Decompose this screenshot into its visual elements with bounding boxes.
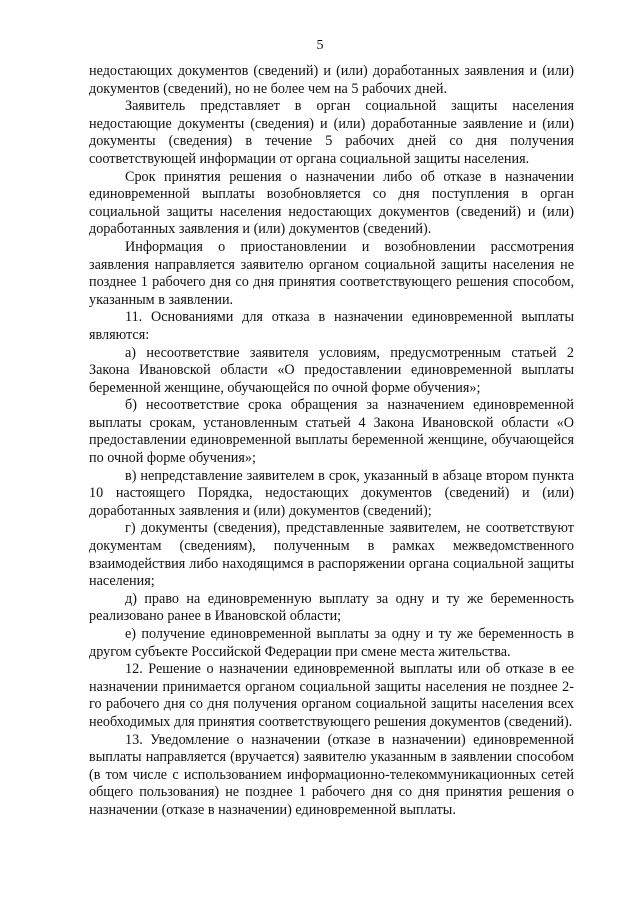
paragraph-item-12: 12. Решение о назначении единовременной выплаты или об отказе в ее назначении принимается органом социальной защиты населения не позднее 2-го рабочего дня со дня получения органом социальной защиты населения всех необходимых для принятия соответствующего решения документов (сведений). — [89, 661, 574, 730]
paragraph-item-11-g: г) документы (сведения), представленные заявителем, не соответствуют документам (сведениям), полученным в рамках межведомственного взаимодействия либо находящимся в распоряжении органа социальной защиты населения; — [89, 520, 574, 590]
document-body — [89, 63, 574, 820]
paragraph-item-11-d: д) право на единовременную выплату за одну и ту же беременность реализовано ранее в Ивановской области; — [89, 590, 574, 625]
paragraph-continuation: недостающих документов (сведений) и (или) доработанных заявления и (или) документов (сведений), но не более чем на 5 рабочих дней. — [89, 63, 574, 97]
paragraph-item-11: 11. Основаниями для отказа в назначении единовременной выплаты являются: — [89, 309, 574, 343]
paragraph-suspension-info: Информация о приостановлении и возобновлении рассмотрения заявления направляется заявителю органом социальной защиты населения не позднее 1 рабочего дня со дня принятия соответствующего решения способом, указанным в заявлении. — [89, 238, 574, 308]
paragraph-applicant-submits: Заявитель представляет в орган социальной защиты населения недостающие документы (сведения) и (или) доработанные заявление и (или) документы (сведения) в течение 5 рабочих дней со дня получения соответствующей информации от органа социальной защиты населения. — [89, 98, 574, 167]
page-number: 5 — [316, 38, 324, 53]
paragraph-decision-term: Срок принятия решения о назначении либо об отказе в назначении единовременной выплаты возобновляется со дня поступления в орган социальной защиты населения недостающих документов (сведений) и (или) доработанных заявления и (или) документов (сведений). — [89, 168, 574, 238]
paragraph-item-11-v: в) непредставление заявителем в срок, указанный в абзаце втором пункта 10 настоящего Порядка, недостающих документов (сведений) и (или) доработанных заявления и (или) документов (сведений); — [89, 467, 574, 519]
paragraph-item-11-b: б) несоответствие срока обращения за назначением единовременной выплаты срокам, установленным статьей 4 Закона Ивановской области «О предоставлении единовременной выплаты беременной женщине, обучающейся по очной форме обучения»; — [89, 397, 574, 467]
paragraph-item-11-a: а) несоответствие заявителя условиям, предусмотренным статьей 2 Закона Ивановской области «О предоставлении единовременной выплаты беременной женщине, обучающейся по очной форме обучения»; — [89, 344, 574, 396]
paragraph-item-11-e: е) получение единовременной выплаты за одну и ту же беременность в другом субъекте Российской Федерации при смене места жительства. — [89, 626, 574, 660]
paragraph-item-13: 13. Уведомление о назначении (отказе в назначении) единовременной выплаты направляется (вручается) заявителю указанным в заявлении способом (в том числе с использованием информационно-телекоммуникационных сетей общего пользования) не позднее 1 рабочего дня со дня принятия решения о назначении (отказе в назначении) единовременной выплаты. — [89, 731, 574, 818]
